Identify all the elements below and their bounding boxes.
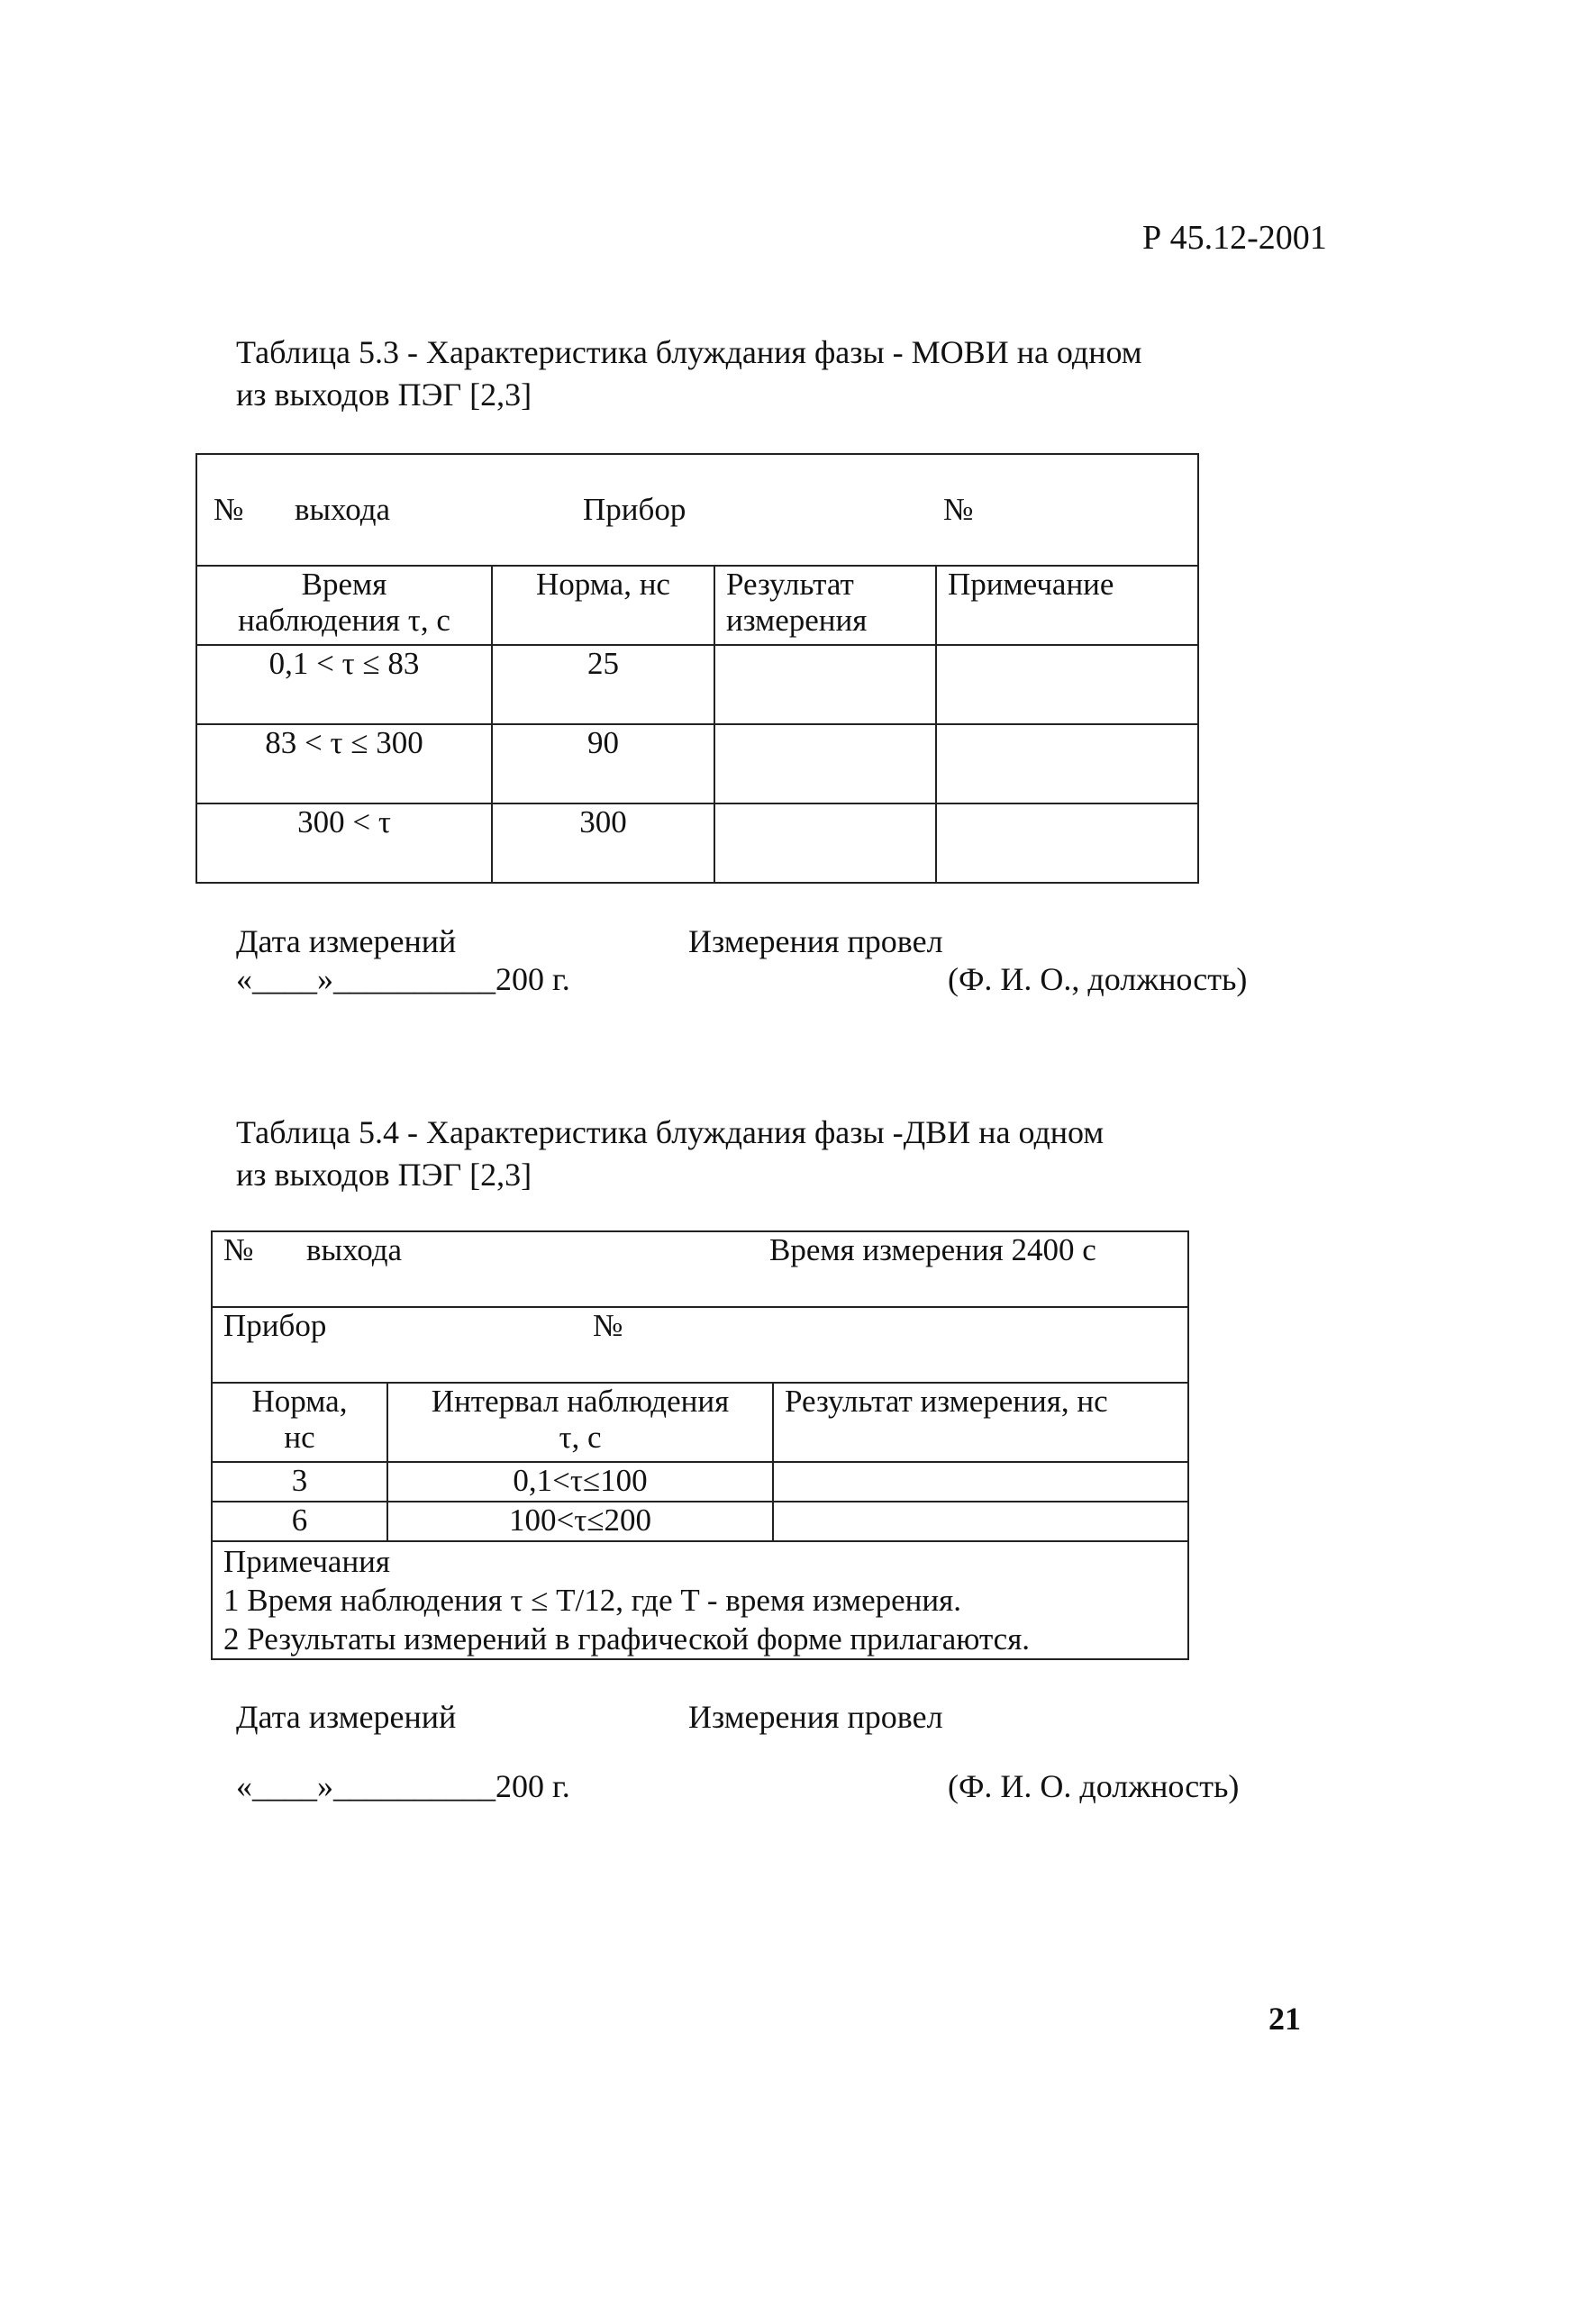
output-row [212, 1231, 1188, 1307]
note-cell [936, 645, 1198, 724]
date-label: Дата измерений [236, 923, 457, 959]
table-5-4-caption [236, 1112, 1104, 1196]
note-item: 2 Результаты измерений в графической форме прилагаются. [223, 1621, 1031, 1657]
header-line: Интервал наблюдения [431, 1384, 730, 1419]
table-row [196, 645, 1198, 724]
note-item: 1 Время наблюдения τ ≤ T/12, где T - время измерения. [223, 1583, 961, 1618]
table-header-row [196, 454, 1198, 566]
notes-cell [212, 1541, 1188, 1659]
interval-cell: 83 < τ ≤ 300 [196, 724, 492, 803]
result-cell [714, 803, 936, 883]
table-row [196, 724, 1198, 803]
conducted-label: Измерения провел [688, 1699, 943, 1735]
norm-cell: 300 [492, 803, 714, 883]
caption-line: Таблица 5.3 - Характеристика блуждания фазы - МОВИ на одном [236, 334, 1142, 370]
device-label: Прибор [583, 492, 686, 527]
col-interval-header [387, 1383, 773, 1462]
number-sign: № [223, 1232, 254, 1267]
table-row [196, 803, 1198, 883]
note-cell [936, 724, 1198, 803]
col-time-header [196, 566, 492, 645]
interval-cell: 300 < τ [196, 803, 492, 883]
measurement-time: Время измерения 2400 с [769, 1232, 1096, 1267]
interval-cell: 0,1 < τ ≤ 83 [196, 645, 492, 724]
header-line: Результат [726, 567, 854, 602]
date-blank: «____»__________200 г. [236, 1768, 570, 1804]
table-row [212, 1502, 1188, 1541]
caption-line: из выходов ПЭГ [2,3] [236, 1157, 532, 1193]
output-label: выхода [295, 492, 391, 527]
norm-cell: 90 [492, 724, 714, 803]
col-result-header [714, 566, 936, 645]
notes-row [212, 1541, 1188, 1659]
header-line: τ, с [559, 1420, 602, 1455]
device-number-sign: № [943, 492, 974, 527]
result-cell [773, 1502, 1188, 1541]
table-row [212, 1462, 1188, 1502]
result-cell [773, 1462, 1188, 1502]
output-time-cell [212, 1231, 1188, 1307]
table-5-3 [195, 453, 1199, 884]
page-number: 21 [1268, 2001, 1301, 2037]
header-line: Время [301, 567, 387, 602]
col-norm-header [212, 1383, 387, 1462]
caption-line: из выходов ПЭГ [2,3] [236, 377, 532, 413]
col-result-header: Результат измерения, нс [773, 1383, 1188, 1462]
norm-cell: 6 [212, 1502, 387, 1541]
header-line: нс [284, 1420, 315, 1455]
conducted-label: Измерения провел [688, 923, 943, 959]
norm-cell: 25 [492, 645, 714, 724]
date-blank: «____»__________200 г. [236, 961, 570, 997]
device-label: Прибор [223, 1308, 327, 1343]
caption-line: Таблица 5.4 - Характеристика блуждания фазы -ДВИ на одном [236, 1114, 1105, 1150]
fio-label: (Ф. И. О., должность) [948, 961, 1248, 997]
document-code: Р 45.12-2001 [1142, 219, 1327, 257]
result-cell [714, 645, 936, 724]
col-note-header: Примечание [936, 566, 1198, 645]
notes-title: Примечания [223, 1544, 391, 1579]
column-header-row [212, 1383, 1188, 1462]
table-5-3-caption [236, 331, 1142, 416]
norm-cell: 3 [212, 1462, 387, 1502]
interval-cell: 100<τ≤200 [387, 1502, 773, 1541]
date-label: Дата измерений [236, 1699, 457, 1735]
header-line: наблюдения τ, с [238, 603, 450, 638]
table-5-4 [211, 1230, 1189, 1660]
number-sign: № [214, 492, 244, 527]
device-number-sign: № [593, 1308, 623, 1343]
result-cell [714, 724, 936, 803]
col-norm-header: Норма, нс [492, 566, 714, 645]
output-device-cell [196, 454, 1198, 566]
header-line: измерения [726, 603, 868, 638]
column-header-row [196, 566, 1198, 645]
output-label: выхода [306, 1232, 403, 1267]
note-cell [936, 803, 1198, 883]
header-line: Норма, [251, 1384, 348, 1419]
device-row [212, 1307, 1188, 1383]
device-cell [212, 1307, 1188, 1383]
interval-cell: 0,1<τ≤100 [387, 1462, 773, 1502]
fio-label: (Ф. И. О. должность) [948, 1768, 1240, 1804]
